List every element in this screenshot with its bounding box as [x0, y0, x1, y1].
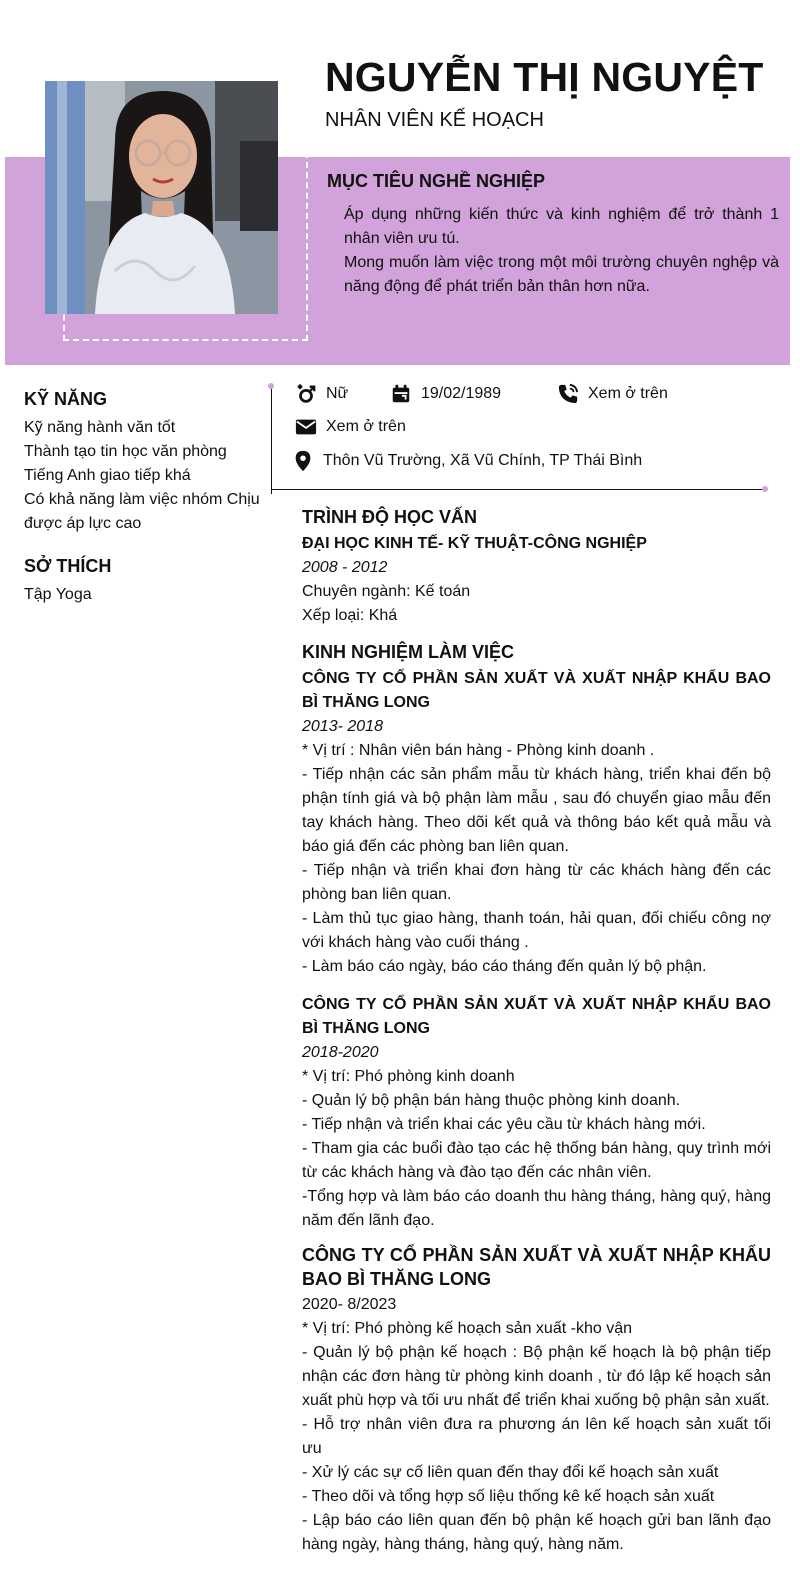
skill-item: Kỹ năng hành văn tốt: [24, 419, 176, 436]
location-icon: [292, 450, 314, 472]
job-line: - Quản lý bộ phận bán hàng thuộc phòng kinh doanh.: [302, 1092, 681, 1109]
skill-item: Có khả năng làm việc nhóm Chịu được áp lực cao: [24, 491, 260, 532]
job-line: - Hỗ trợ nhân viên đưa ra phương án lên kế hoạch sản xuất tối ưu: [302, 1416, 771, 1457]
skills-title: KỸ NĂNG: [24, 389, 108, 409]
contact-birthday: [390, 383, 501, 405]
experience-title: KINH NGHIỆM LÀM VIỆC: [302, 642, 515, 662]
email-value: Xem ở trên: [326, 418, 406, 435]
objective-line: Áp dụng những kiến thức và kinh nghiệm để trở thành 1 nhân viên ưu tú.: [344, 206, 779, 247]
profile-photo-illustration: [45, 81, 278, 314]
job-line: - Quản lý bộ phận kế hoạch : Bộ phận kế hoạch là bộ phận tiếp nhận các đơn hàng từ phòng kinh doanh , từ đó lập kế hoạch sản xuất phù hợp và tối ưu nhất để triển khai xuống bộ phận sản xuất.: [302, 1344, 771, 1409]
phone-value: Xem ở trên: [588, 385, 668, 402]
hobby-item: Tập Yoga: [24, 586, 92, 603]
education-title: TRÌNH ĐỘ HỌC VẤN: [302, 507, 477, 527]
calendar-icon: [390, 383, 412, 405]
job-line: - Tiếp nhận và triển khai các yêu cầu từ khách hàng mới.: [302, 1116, 706, 1133]
job-line: * Vị trí: Phó phòng kế hoạch sản xuất -kho vận: [302, 1320, 632, 1337]
divider-dot-right: [762, 486, 768, 492]
job-company: CÔNG TY CỔ PHẦN SẢN XUẤT VÀ XUẤT NHẬP KHẨU BAO BÌ THĂNG LONG: [302, 670, 771, 711]
job-line: - Xử lý các sự cố liên quan đến thay đổi kế hoạch sản xuất: [302, 1464, 719, 1481]
contact-email: [295, 416, 406, 438]
skill-item: Tiếng Anh giao tiếp khá: [24, 467, 191, 484]
skill-item: Thành tạo tin học văn phòng: [24, 443, 227, 460]
job-title: NHÂN VIÊN KẾ HOẠCH: [325, 109, 544, 131]
job-line: * Vị trí: Phó phòng kinh doanh: [302, 1068, 515, 1085]
school-name: ĐẠI HỌC KINH TẾ- KỸ THUẬT-CÔNG NGHIỆP: [302, 535, 647, 552]
divider-dot-top: [268, 383, 274, 389]
job-line: - Làm thủ tục giao hàng, thanh toán, hải quan, đối chiếu công nợ với khách hàng vào cuối tháng .: [302, 910, 771, 951]
address-value: Thôn Vũ Trường, Xã Vũ Chính, TP Thái Bình: [323, 452, 643, 469]
job-period: 2018-2020: [302, 1044, 379, 1061]
education-grade: Xếp loại: Khá: [302, 607, 398, 624]
contact-phone: [557, 383, 668, 405]
candidate-name: NGUYỄN THỊ NGUYỆT: [325, 54, 764, 100]
email-icon: [295, 416, 317, 438]
job-company: CÔNG TY CỔ PHẦN SẢN XUẤT VÀ XUẤT NHẬP KHẨU BAO BÌ THĂNG LONG: [302, 996, 771, 1037]
job-line: - Theo dõi và tổng hợp số liệu thống kê kế hoạch sản xuất: [302, 1488, 715, 1505]
gender-icon: [295, 383, 317, 405]
job-line: - Tham gia các buổi đào tạo các hệ thống bán hàng, quy trình mới từ các khách hàng và đào tạo đến các nhân viên.: [302, 1140, 771, 1181]
objective-title: MỤC TIÊU NGHỀ NGHIỆP: [327, 171, 546, 191]
hobbies-title: SỞ THÍCH: [24, 556, 112, 576]
job-line: - Tiếp nhận các sản phẩm mẫu từ khách hàng, triển khai đến bộ phận tính giá và bộ phận làm mẫu , sau đó chuyển giao mẫu đến tay khách hàng. Theo dõi kết quả và thông báo kết quả mẫu và báo giá đến các phòng ban liên quan.: [302, 766, 771, 855]
education-major: Chuyên ngành: Kế toán: [302, 583, 471, 600]
phone-icon: [557, 383, 579, 405]
job-period: 2013- 2018: [302, 718, 383, 735]
contact-divider-vertical: [271, 386, 272, 494]
contact-divider-horizontal: [271, 489, 765, 490]
job-line: - Lập báo cáo liên quan đến bộ phận kế hoạch gửi ban lãnh đạo hàng ngày, hàng tháng, hàng quý, hàng năm.: [302, 1512, 771, 1553]
job-period: 2020- 8/2023: [302, 1296, 397, 1313]
job-company: CÔNG TY CỔ PHẦN SẢN XUẤT VÀ XUẤT NHẬP KHẨU BAO BÌ THĂNG LONG: [302, 1245, 771, 1289]
job-line: * Vị trí : Nhân viên bán hàng - Phòng kinh doanh .: [302, 742, 655, 759]
main-column: [302, 505, 771, 1557]
objective-line: Mong muốn làm việc trong một môi trường chuyên nghệp và năng động để phát triển bản thân hơn nữa.: [344, 254, 779, 295]
gender-value: Nữ: [326, 385, 349, 402]
profile-photo: [45, 81, 278, 314]
objective-section: [327, 171, 779, 299]
left-column: [24, 389, 264, 607]
job-line: -Tổng hợp và làm báo cáo doanh thu hàng tháng, hàng quý, hàng năm đến lãnh đạo.: [302, 1188, 771, 1229]
job-line: - Làm báo cáo ngày, báo cáo tháng đến quản lý bộ phận.: [302, 958, 707, 975]
contact-address: [292, 450, 642, 472]
education-period: 2008 - 2012: [302, 559, 388, 576]
job-line: - Tiếp nhận và triển khai đơn hàng từ các khách hàng đến các phòng ban liên quan.: [302, 862, 771, 903]
contact-gender: [295, 383, 348, 405]
birthday-value: 19/02/1989: [421, 385, 502, 402]
